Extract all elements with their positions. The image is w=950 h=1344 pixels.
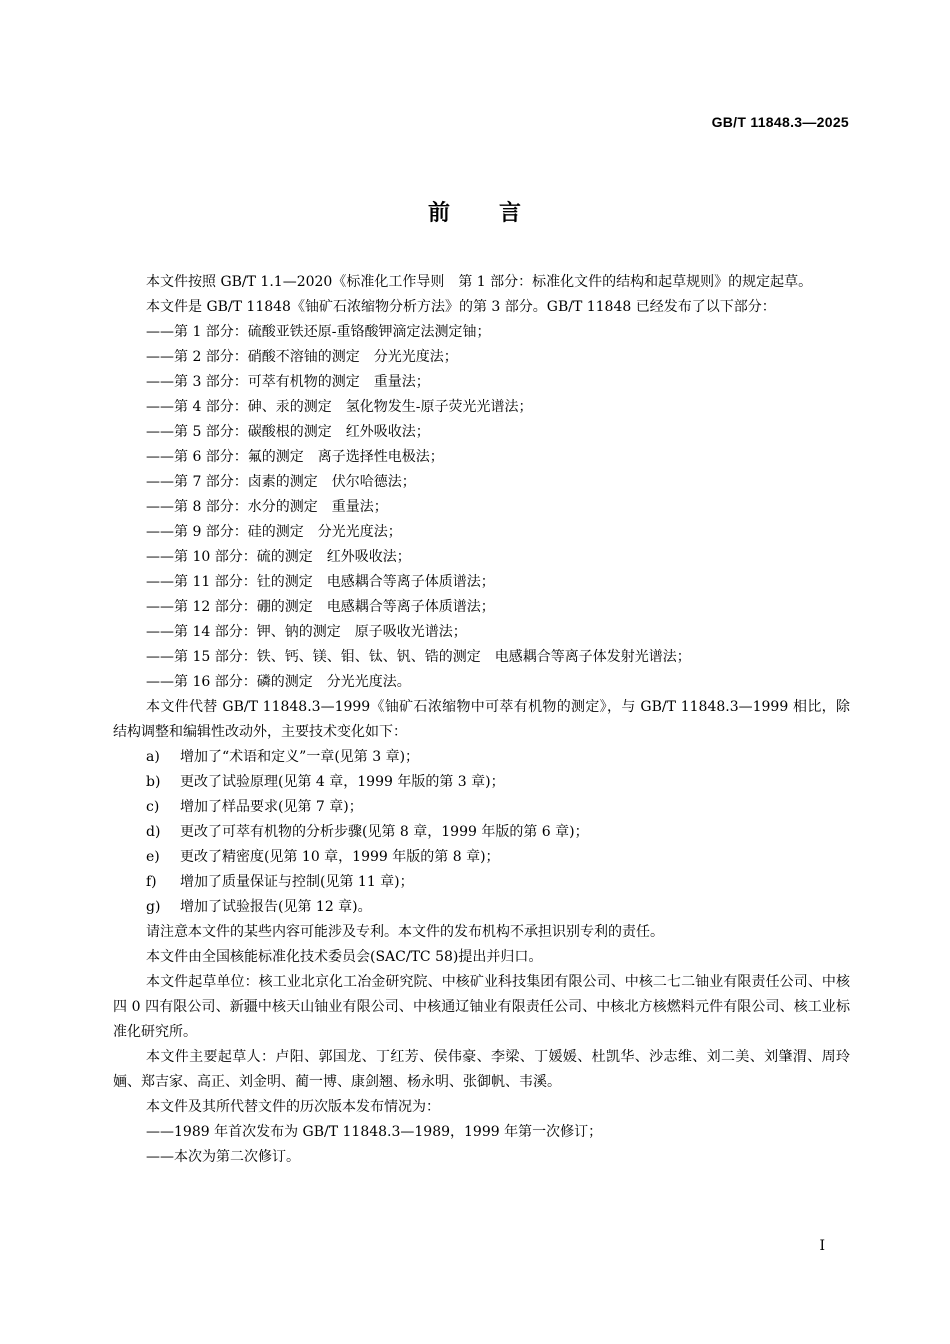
paragraph-drafting-units: 本文件起草单位：核工业北京化工冶金研究院、中核矿业科技集团有限公司、中核二七二铀业有限责任公司、中核四 0 四有限公司、新疆中核天山铀业有限公司、中核通辽铀业有限责任公司、中核北方核燃料元件有限公司、核工业标准化研究所。 [113, 974, 850, 1040]
changes-list [113, 745, 850, 920]
list-item: ——第 15 部分：铁、钙、镁、钼、钛、钒、锆的测定 电感耦合等离子体发射光谱法； [146, 649, 691, 665]
page-title [0, 196, 950, 227]
list-item: ——第 1 部分：硫酸亚铁还原-重铬酸钾滴定法测定铀； [146, 324, 491, 340]
list-item: ——第 4 部分：砷、汞的测定 氢化物发生-原子荧光光谱法； [146, 399, 533, 415]
history-list [113, 1120, 850, 1170]
list-item: ——第 2 部分：硝酸不溶铀的测定 分光光度法； [146, 349, 458, 365]
document-body [113, 270, 850, 1170]
list-item-label: g) [146, 899, 161, 915]
list-item: ——1989 年首次发布为 GB/T 11848.3—1989，1999 年第一次修订； [146, 1124, 603, 1140]
list-item: ——第 12 部分：硼的测定 电感耦合等离子体质谱法； [146, 599, 495, 615]
list-item [146, 895, 850, 920]
paragraph-committee: 本文件由全国核能标准化技术委员会(SAC/TC 58)提出并归口。 [146, 949, 543, 965]
list-item-text: 更改了试验原理(见第 4 章，1999 年版的第 3 章)； [180, 774, 505, 790]
list-item: ——第 5 部分：碳酸根的测定 红外吸收法； [146, 424, 430, 440]
paragraph-series-intro: 本文件是 GB/T 11848《铀矿石浓缩物分析方法》的第 3 部分。GB/T 11848 已经发布了以下部分： [146, 299, 776, 315]
list-item: ——第 11 部分：钍的测定 电感耦合等离子体质谱法； [146, 574, 495, 590]
list-item-text: 增加了“术语和定义”一章(见第 3 章)； [180, 749, 420, 765]
list-item: ——第 3 部分：可萃有机物的测定 重量法； [146, 374, 430, 390]
list-item [146, 770, 850, 795]
list-item: ——第 16 部分：磷的测定 分光光度法。 [146, 674, 411, 690]
list-item-label: e) [146, 849, 160, 865]
list-item: ——第 8 部分：水分的测定 重量法； [146, 499, 388, 515]
document-code: GB/T 11848.3—2025 [711, 114, 849, 130]
paragraph-replacement: 本文件代替 GB/T 11848.3—1999《铀矿石浓缩物中可萃有机物的测定》，与 GB/T 11848.3—1999 相比，除结构调整和编辑性改动外，主要技术变化如下： [113, 699, 850, 740]
list-item [146, 845, 850, 870]
list-item: ——本次为第二次修订。 [146, 1149, 300, 1165]
list-item-text: 更改了可萃有机物的分析步骤(见第 8 章，1999 年版的第 6 章)； [180, 824, 589, 840]
title-char-1: 前 [427, 200, 451, 226]
paragraph-drafting-rules: 本文件按照 GB/T 1.1—2020《标准化工作导则 第 1 部分：标准化文件的结构和起草规则》的规定起草。 [146, 274, 813, 290]
list-item: ——第 6 部分：氟的测定 离子选择性电极法； [146, 449, 444, 465]
paragraph-patent-notice: 请注意本文件的某些内容可能涉及专利。本文件的发布机构不承担识别专利的责任。 [146, 924, 664, 940]
list-item-text: 增加了试验报告(见第 12 章)。 [180, 899, 372, 915]
paragraph-drafters: 本文件主要起草人：卢阳、郭国龙、丁红芳、侯伟豪、李梁、丁媛媛、杜凯华、沙志维、刘二美、刘肇渭、周玲婳、郑吉家、高正、刘金明、蔺一博、康剑翘、杨永明、张御帆、韦溪。 [113, 1049, 850, 1090]
paragraph-history-intro: 本文件及其所代替文件的历次版本发布情况为： [146, 1099, 440, 1115]
list-item-label: c) [146, 799, 160, 815]
list-item: ——第 7 部分：卤素的测定 伏尔哈德法； [146, 474, 416, 490]
list-item-text: 增加了质量保证与控制(见第 11 章)； [180, 874, 414, 890]
list-item [146, 795, 850, 820]
list-item [146, 745, 850, 770]
page-number: I [819, 1238, 825, 1254]
list-item: ——第 10 部分：硫的测定 红外吸收法； [146, 549, 411, 565]
list-item: ——第 9 部分：硅的测定 分光光度法； [146, 524, 402, 540]
parts-list [113, 320, 850, 695]
list-item [146, 820, 850, 845]
title-char-2: 言 [499, 200, 523, 226]
list-item [146, 870, 850, 895]
list-item-label: f) [146, 874, 157, 890]
list-item-label: b) [146, 774, 161, 790]
list-item-text: 增加了样品要求(见第 7 章)； [180, 799, 363, 815]
list-item: ——第 14 部分：钾、钠的测定 原子吸收光谱法； [146, 624, 467, 640]
list-item-text: 更改了精密度(见第 10 章，1999 年版的第 8 章)； [180, 849, 500, 865]
list-item-label: d) [146, 824, 161, 840]
list-item-label: a) [146, 749, 160, 765]
